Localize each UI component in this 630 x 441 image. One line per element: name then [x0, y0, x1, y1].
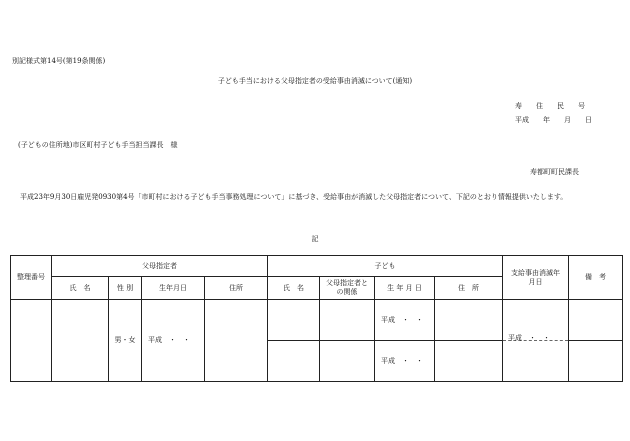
- cell-sex[interactable]: 男・女: [109, 300, 142, 382]
- addressee: (子どもの住所地)市区町村子ども手当担当課長 様: [18, 141, 178, 149]
- subheader-address: 住所: [205, 277, 268, 300]
- header-seiri-bango: 整理番号: [11, 256, 52, 300]
- cell-child-name-2[interactable]: [268, 341, 320, 382]
- cell-biko-1[interactable]: [569, 300, 623, 341]
- header-biko: 備 考: [569, 256, 623, 300]
- subheader-sex: 性 別: [109, 277, 142, 300]
- subheader-birth: 生年月日: [142, 277, 205, 300]
- header-shometsu-date: 支給事由消滅年月日: [503, 256, 569, 300]
- document-number: 寿 住 民 号: [515, 102, 585, 110]
- cell-parent-address[interactable]: [205, 300, 268, 382]
- subheader-child-name: 氏 名: [268, 277, 320, 300]
- body-paragraph: 平成23年9月30日雇児発0930第4号「市町村における子ども手当事務処理について」に基づき、受給事由が消滅した父母指定者について、下記のとおり情報提供いたします。: [20, 193, 568, 201]
- shometsu-date-value: 平成 ・ ・: [508, 334, 550, 342]
- cell-child-birth-1[interactable]: 平成 ・ ・: [375, 300, 435, 341]
- cell-relation-2[interactable]: [320, 341, 375, 382]
- subheader-child-birth: 生 年 月 日: [375, 277, 435, 300]
- subheader-child-address: 住 所: [435, 277, 503, 300]
- cell-parent-name[interactable]: [52, 300, 109, 382]
- form-number-label: 別記様式第14号(第19条関係): [12, 57, 106, 65]
- ki-heading: 記: [311, 235, 319, 243]
- cell-parent-birth[interactable]: 平成 ・ ・: [142, 300, 205, 382]
- cell-seiri[interactable]: [11, 300, 52, 382]
- cell-child-birth-2[interactable]: 平成 ・ ・: [375, 341, 435, 382]
- header-child-group: 子ども: [268, 256, 503, 277]
- cell-child-address-1[interactable]: [435, 300, 503, 341]
- sender: 寿都町町民課長: [530, 168, 579, 176]
- cell-shometsu-date-2[interactable]: [503, 341, 569, 382]
- document-title: 子ども手当における父母指定者の受給事由消滅について(通知): [217, 77, 413, 85]
- cell-relation-1[interactable]: [320, 300, 375, 341]
- header-parent-group: 父母指定者: [52, 256, 268, 277]
- subheader-parent-name: 氏 名: [52, 277, 109, 300]
- cell-biko-2[interactable]: [569, 341, 623, 382]
- cell-child-name-1[interactable]: [268, 300, 320, 341]
- issue-date: 平成 年 月 日: [515, 116, 592, 124]
- report-table: [10, 255, 623, 382]
- subheader-relation: 父母指定者との関係: [320, 277, 375, 300]
- cell-child-address-2[interactable]: [435, 341, 503, 382]
